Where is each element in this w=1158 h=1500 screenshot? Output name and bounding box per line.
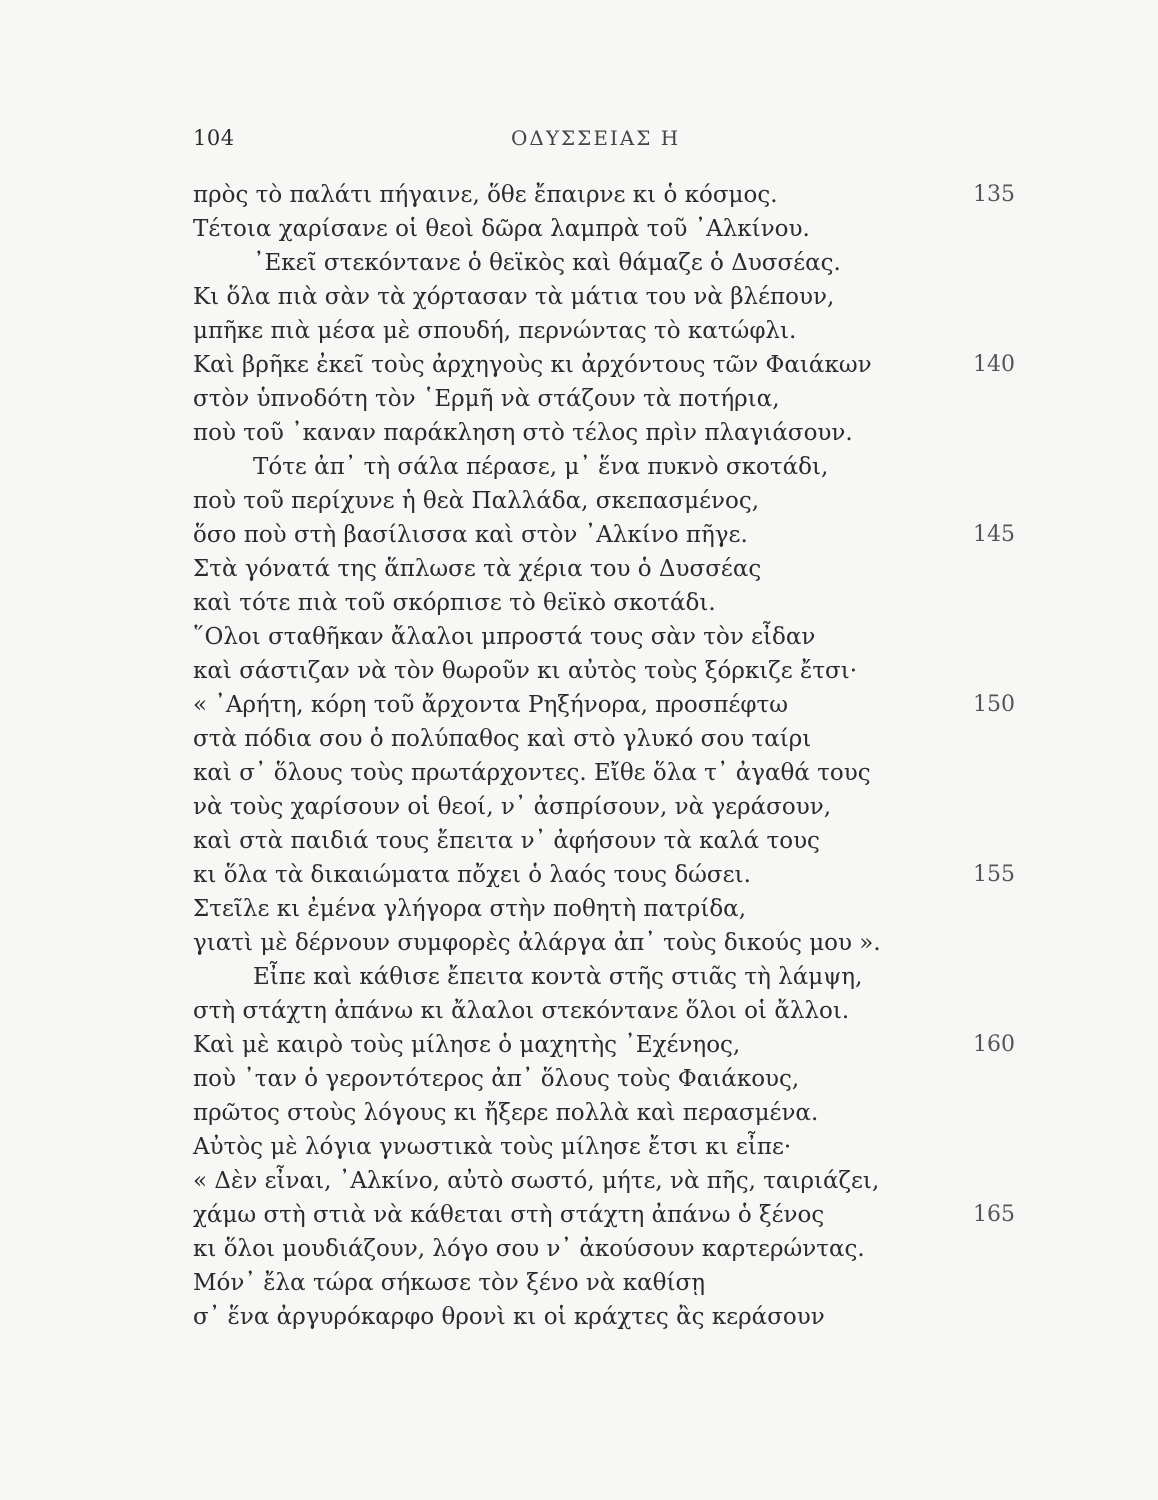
verse-text-line: ῞Ολοι σταθῆκαν ἄλαλοι μπροστά τους σὰν τὸν εἶδαν	[193, 624, 816, 650]
verse-text	[193, 178, 1028, 1334]
verse-text-line: πρὸς τὸ παλάτι πήγαινε, ὅθε ἔπαιρνε κι ὁ κόσμος.	[193, 182, 778, 208]
line-number: 160	[973, 1032, 1015, 1057]
verse-line	[193, 484, 1028, 518]
verse-text-line: κι ὅλοι μουδιάζουν, λόγο σου ν᾽ ἀκούσουν καρτερώντας.	[193, 1236, 865, 1262]
line-number: 135	[973, 182, 1015, 207]
verse-text-line: « ᾽Αρήτη, κόρη τοῦ ἄρχοντα Ρηξήνορα, προσπέφτω	[193, 692, 789, 718]
page-number: 104	[193, 126, 235, 150]
verse-line	[193, 858, 1028, 892]
verse-text-line: Τότε ἀπ᾽ τὴ σάλα πέρασε, μ᾽ ἕνα πυκνὸ σκοτάδι,	[253, 454, 829, 480]
verse-text-line: Στεῖλε κι ἐμένα γλήγορα στὴν ποθητὴ πατρίδα,	[193, 896, 747, 922]
verse-text-line: ὅσο ποὺ στὴ βασίλισσα καὶ στὸν ᾽Αλκίνο πῆγε.	[193, 522, 748, 548]
verse-text-line: γιατὶ μὲ δέρνουν συμφορὲς ἀλάργα ἀπ᾽ τοὺς δικούς μου ».	[193, 930, 881, 956]
verse-line	[193, 348, 1028, 382]
verse-line	[193, 1130, 1028, 1164]
verse-line	[193, 246, 1028, 280]
verse-text-line: Στὰ γόνατά της ἅπλωσε τὰ χέρια του ὁ Δυσσέας	[193, 556, 762, 582]
verse-text-line: στὰ πόδια σου ὁ πολύπαθος καὶ στὸ γλυκό σου ταίρι	[193, 726, 812, 752]
verse-line	[193, 1300, 1028, 1334]
verse-line	[193, 994, 1028, 1028]
verse-text-line: Καὶ μὲ καιρὸ τοὺς μίλησε ὁ μαχητὴς ᾽Εχένηος,	[193, 1032, 741, 1058]
verse-line	[193, 1164, 1028, 1198]
verse-text-line: χάμω στὴ στιὰ νὰ κάθεται στὴ στάχτη ἀπάνω ὁ ξένος	[193, 1202, 825, 1228]
verse-line	[193, 416, 1028, 450]
verse-line	[193, 1028, 1028, 1062]
verse-text-line: κι ὅλα τὰ δικαιώματα πὄχει ὁ λαός τους δώσει.	[193, 862, 751, 888]
verse-line	[193, 552, 1028, 586]
verse-text-line: ποὺ τοῦ περίχυνε ἡ θεὰ Παλλάδα, σκεπασμένος,	[193, 488, 760, 514]
verse-text-line: καὶ σάστιζαν νὰ τὸν θωροῦν κι αὐτὸς τοὺς ξόρκιζε ἔτσι·	[193, 658, 858, 684]
verse-text-line: Εἶπε καὶ κάθισε ἔπειτα κοντὰ στῆς στιᾶς τὴ λάμψη,	[253, 964, 863, 990]
verse-text-line: ποὺ ᾽ταν ὁ γεροντότερος ἀπ᾽ ὅλους τοὺς Φαιάκους,	[193, 1066, 800, 1092]
verse-line	[193, 280, 1028, 314]
verse-text-line: Μόν᾽ ἔλα τώρα σήκωσε τὸν ξένο νὰ καθίσῃ	[193, 1270, 705, 1296]
verse-line	[193, 212, 1028, 246]
verse-text-line: καὶ στὰ παιδιά τους ἔπειτα ν᾽ ἀφήσουν τὰ καλά τους	[193, 828, 820, 854]
verse-text-line: μπῆκε πιὰ μέσα μὲ σπουδή, περνώντας τὸ κατώφλι.	[193, 318, 797, 344]
verse-text-line: στὴ στάχτη ἀπάνω κι ἄλαλοι στεκόντανε ὅλοι οἱ ἄλλοι.	[193, 998, 850, 1024]
line-number: 165	[973, 1202, 1015, 1227]
running-title: ΟΔΥΣΣΕΙΑΣ Η	[511, 126, 681, 150]
line-number: 145	[973, 522, 1015, 547]
verse-text-line: ᾽Εκεῖ στεκόντανε ὁ θεϊκὸς καὶ θάμαζε ὁ Δυσσέας.	[253, 250, 841, 276]
page-header	[193, 126, 1023, 156]
verse-text-line: νὰ τοὺς χαρίσουν οἱ θεοί, ν᾽ ἀσπρίσουν, νὰ γεράσουν,	[193, 794, 832, 820]
verse-line	[193, 450, 1028, 484]
verse-line	[193, 382, 1028, 416]
verse-line	[193, 314, 1028, 348]
verse-line	[193, 1198, 1028, 1232]
verse-text-line: Αὐτὸς μὲ λόγια γνωστικὰ τοὺς μίλησε ἔτσι κι εἶπε·	[193, 1134, 792, 1160]
line-number: 155	[973, 862, 1015, 887]
verse-line	[193, 1096, 1028, 1130]
verse-line	[193, 586, 1028, 620]
verse-line	[193, 824, 1028, 858]
verse-line	[193, 1232, 1028, 1266]
verse-text-line: ποὺ τοῦ ᾽καναν παράκληση στὸ τέλος πρὶν πλαγιάσουν.	[193, 420, 853, 446]
verse-line	[193, 178, 1028, 212]
verse-text-line: Τέτοια χαρίσανε οἱ θεοὶ δῶρα λαμπρὰ τοῦ ᾽Αλκίνου.	[193, 216, 810, 242]
verse-text-line: « Δὲν εἶναι, ᾽Αλκίνο, αὐτὸ σωστό, μήτε, νὰ πῆς, ταιριάζει,	[193, 1168, 880, 1194]
verse-text-line: σ᾽ ἕνα ἀργυρόκαρφο θρονὶ κι οἱ κράχτες ἂς κεράσουν	[193, 1304, 825, 1330]
verse-line	[193, 1062, 1028, 1096]
verse-text-line: καὶ σ᾽ ὅλους τοὺς πρωτάρχοντες. Εἴθε ὅλα τ᾽ ἀγαθά τους	[193, 760, 871, 786]
verse-line	[193, 960, 1028, 994]
verse-text-line: Καὶ βρῆκε ἐκεῖ τοὺς ἀρχηγοὺς κι ἀρχόντους τῶν Φαιάκων	[193, 352, 872, 378]
verse-line	[193, 518, 1028, 552]
verse-line	[193, 1266, 1028, 1300]
verse-text-line: στὸν ὑπνοδότη τὸν ῾Ερμῆ νὰ στάζουν τὰ ποτήρια,	[193, 386, 780, 412]
verse-line	[193, 654, 1028, 688]
verse-line	[193, 892, 1028, 926]
verse-line	[193, 688, 1028, 722]
verse-line	[193, 790, 1028, 824]
verse-text-line: Κι ὅλα πιὰ σὰν τὰ χόρτασαν τὰ μάτια του νὰ βλέπουν,	[193, 284, 835, 310]
verse-text-line: πρῶτος στοὺς λόγους κι ἤξερε πολλὰ καὶ περασμένα.	[193, 1100, 819, 1126]
line-number: 140	[973, 352, 1015, 377]
verse-line	[193, 722, 1028, 756]
verse-line	[193, 926, 1028, 960]
verse-text-line: καὶ τότε πιὰ τοῦ σκόρπισε τὸ θεϊκὸ σκοτάδι.	[193, 590, 716, 616]
verse-line	[193, 620, 1028, 654]
verse-line	[193, 756, 1028, 790]
line-number: 150	[973, 692, 1015, 717]
